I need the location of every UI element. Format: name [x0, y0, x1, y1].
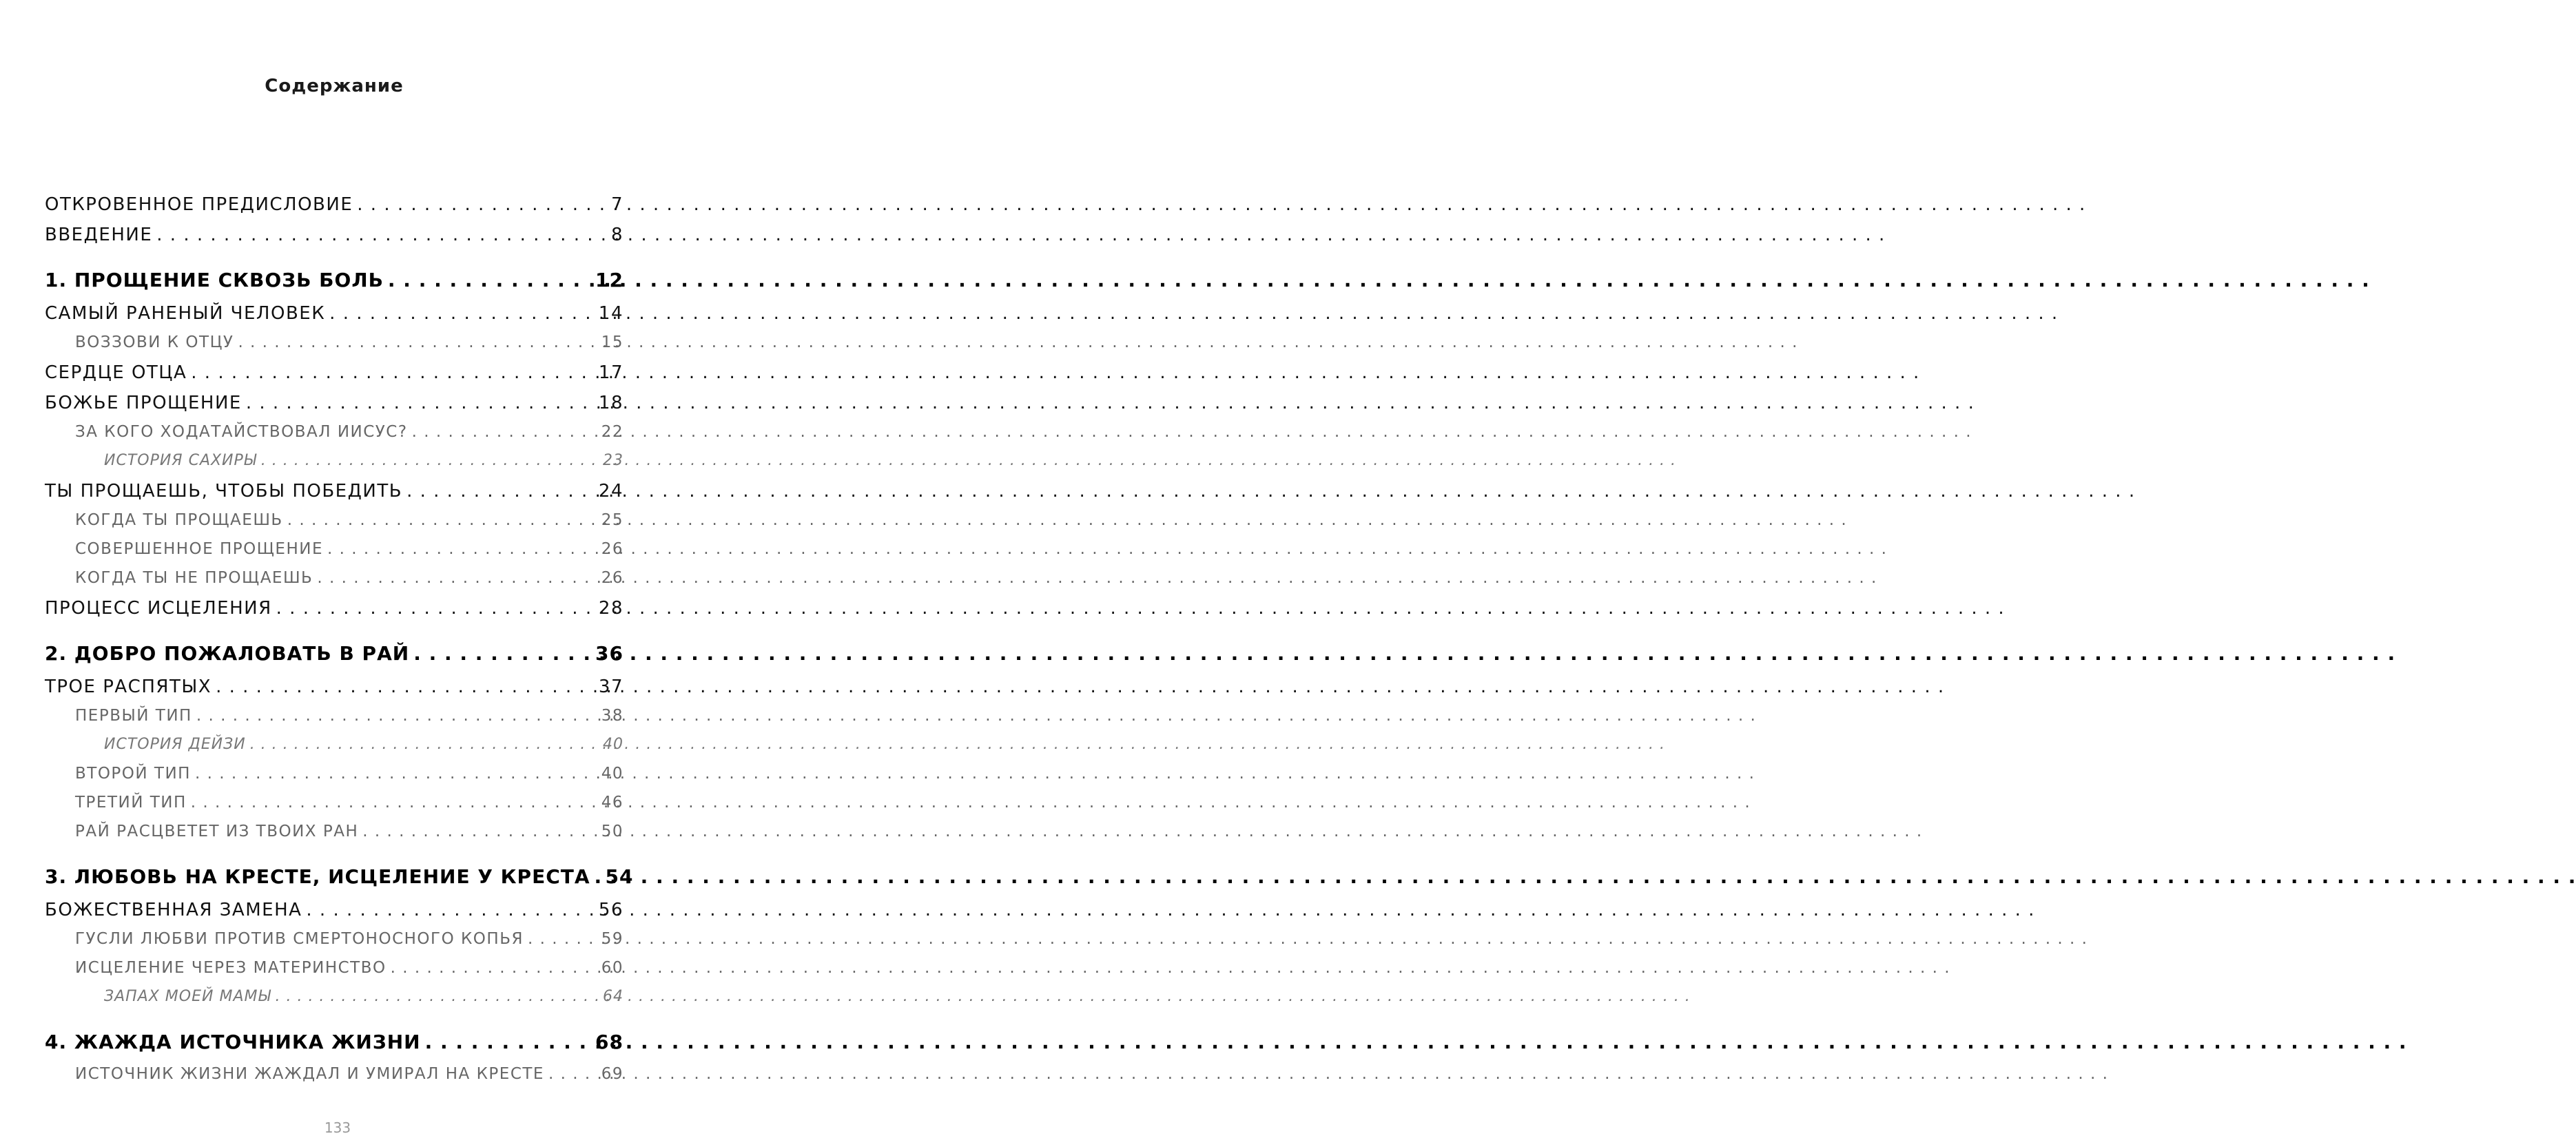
toc-entry-title: БОЖЬЕ ПРОЩЕНИЕ — [45, 393, 242, 413]
dot-leader — [528, 930, 597, 948]
toc-entry-title: ИСТОРИЯ САХИРЫ — [104, 452, 257, 469]
toc-entry-title: ВВЕДЕНИЕ — [45, 225, 153, 245]
toc-entry-sub — [45, 333, 624, 362]
toc-entry-page: 24 — [598, 481, 624, 502]
toc-entry-sub — [45, 823, 624, 851]
toc-entry-title: СЕРДЦЕ ОТЦА — [45, 362, 187, 383]
dot-leader — [329, 303, 595, 324]
toc-entry-title: ОТКРОВЕННОЕ ПРЕДИСЛОВИЕ — [45, 194, 353, 215]
dot-leader — [196, 707, 597, 725]
toc-entry-title: 1. ПРОЩЕНИЕ СКВОЗЬ БОЛЬ — [45, 269, 384, 291]
toc-entry-title: ТЫ ПРОЩАЕШЬ, ЧТОБЫ ПОБЕДИТЬ — [45, 481, 403, 502]
toc-entry-sub — [45, 423, 624, 452]
toc-entry-title: СОВЕРШЕННОЕ ПРОЩЕНИЕ — [75, 540, 323, 558]
toc-entry-title: КОГДА ТЫ НЕ ПРОЩАЕШЬ — [75, 569, 313, 587]
toc-entry-page: 26 — [601, 569, 624, 587]
dot-leader — [327, 540, 597, 558]
toc-entry-title: ПЕРВЫЙ ТИП — [75, 707, 192, 725]
toc-entry-section — [45, 362, 624, 393]
toc-entry-chapter — [45, 865, 634, 900]
dot-leader — [156, 225, 607, 245]
toc-entry-section — [45, 393, 624, 423]
dot-leader — [357, 194, 607, 215]
toc-entry-title: ПРОЦЕСС ИСЦЕЛЕНИЯ — [45, 598, 272, 619]
toc-entry-page: 37 — [598, 677, 624, 697]
toc-entry-sub — [45, 959, 624, 988]
dot-leader — [287, 511, 597, 529]
toc-entry-page: 59 — [601, 930, 624, 948]
toc-entry-title: 4. ЖАЖДА ИСТОЧНИКА ЖИЗНИ — [45, 1031, 421, 1053]
dot-leader — [246, 393, 595, 413]
toc-entry-title: ГУСЛИ ЛЮБВИ ПРОТИВ СМЕРТОНОСНОГО КОПЬЯ — [75, 930, 524, 948]
dot-leader — [276, 598, 595, 619]
dot-leader — [412, 423, 597, 441]
dot-leader — [413, 642, 591, 665]
toc-entry-title: ВОЗЗОВИ К ОТЦУ — [75, 333, 234, 351]
toc-entry-title: 2. ДОБРО ПОЖАЛОВАТЬ В РАЙ — [45, 642, 410, 665]
toc-entry-page: 14 — [598, 303, 624, 324]
toc-entry-page: 8 — [610, 225, 624, 245]
toc-entry-story — [45, 988, 624, 1017]
toc-entry-page: 38 — [601, 707, 624, 725]
dot-leader — [250, 736, 599, 753]
toc-entry-page: 26 — [601, 540, 624, 558]
toc-entry-page: 56 — [598, 900, 624, 920]
toc-entry-sub — [45, 707, 624, 736]
toc-entry-title: ЗАПАХ МОЕЙ МАМЫ — [104, 988, 271, 1005]
toc-entry-page: 18 — [598, 393, 624, 413]
dot-leader — [216, 677, 595, 697]
toc-entry-section — [45, 677, 624, 707]
toc-entry-page: 7 — [610, 194, 624, 215]
toc-entry-page: 25 — [601, 511, 624, 529]
dot-leader — [595, 865, 601, 888]
dot-leader — [391, 959, 597, 977]
toc-entry-page: 50 — [601, 823, 624, 840]
toc-entry-section — [45, 481, 624, 511]
dot-leader — [261, 452, 599, 469]
toc-entry-sub — [45, 511, 624, 540]
toc-entry-page: 60 — [601, 959, 624, 977]
toc-entry-page: 36 — [595, 642, 624, 665]
toc-entry-sub — [45, 930, 624, 959]
toc-entry-page: 40 — [603, 736, 624, 753]
dot-leader — [195, 765, 597, 783]
toc-entry-section — [45, 303, 624, 333]
toc-entry-sub — [45, 569, 624, 598]
toc-entry-page: 64 — [603, 988, 624, 1005]
dot-leader — [306, 900, 595, 920]
toc-entry-title: ВТОРОЙ ТИП — [75, 765, 191, 783]
dot-leader — [406, 481, 595, 502]
toc-entry-chapter — [45, 269, 624, 303]
page-title: Содержание — [265, 76, 404, 96]
toc-entry-page: 40 — [601, 765, 624, 783]
toc-entry-sub — [45, 1065, 624, 1094]
toc-entry-page: 46 — [601, 794, 624, 812]
table-of-contents — [45, 194, 634, 1094]
toc-entry-section — [45, 194, 624, 225]
toc-entry-title: ТРОЕ РАСПЯТЫХ — [45, 677, 212, 697]
toc-entry-page: 69 — [601, 1065, 624, 1083]
toc-entry-title: САМЫЙ РАНЕНЫЙ ЧЕЛОВЕК — [45, 303, 326, 324]
toc-entry-sub — [45, 765, 624, 794]
toc-entry-page: 12 — [595, 269, 624, 291]
toc-entry-sub — [45, 540, 624, 569]
toc-entry-section — [45, 900, 624, 930]
dot-leader — [238, 333, 597, 351]
dot-leader — [362, 823, 597, 840]
dot-leader — [425, 1031, 591, 1053]
toc-entry-title: ТРЕТИЙ ТИП — [75, 794, 187, 812]
dot-leader — [191, 362, 595, 383]
toc-entry-title: ИСЦЕЛЕНИЕ ЧЕРЕЗ МАТЕРИНСТВО — [75, 959, 387, 977]
toc-entry-page: 22 — [601, 423, 624, 441]
toc-entry-title: ИСТОЧНИК ЖИЗНИ ЖАЖДАЛ И УМИРАЛ НА КРЕСТЕ — [75, 1065, 544, 1083]
page-number: 133 — [324, 1119, 351, 1136]
toc-entry-page: 28 — [598, 598, 624, 619]
toc-entry-story — [45, 452, 624, 481]
toc-entry-title: КОГДА ТЫ ПРОЩАЕШЬ — [75, 511, 283, 529]
toc-entry-page: 17 — [598, 362, 624, 383]
toc-entry-page: 68 — [595, 1031, 624, 1053]
toc-entry-page: 23 — [603, 452, 624, 469]
toc-entry-title: 3. ЛЮБОВЬ НА КРЕСТЕ, ИСЦЕЛЕНИЕ У КРЕСТА — [45, 865, 590, 888]
dot-leader — [388, 269, 591, 291]
toc-entry-page: 54 — [605, 865, 634, 888]
toc-entry-story — [45, 736, 624, 765]
dot-leader — [317, 569, 597, 587]
toc-entry-section — [45, 598, 624, 628]
dot-leader — [275, 988, 599, 1005]
toc-entry-chapter — [45, 1031, 624, 1065]
toc-entry-sub — [45, 794, 624, 823]
dot-leader — [191, 794, 597, 812]
toc-entry-title: БОЖЕСТВЕННАЯ ЗАМЕНА — [45, 900, 302, 920]
toc-entry-title: ИСТОРИЯ ДЕЙЗИ — [104, 736, 246, 753]
dot-leader — [548, 1065, 597, 1083]
toc-entry-section — [45, 225, 624, 255]
toc-entry-title: РАЙ РАСЦВЕТЕТ ИЗ ТВОИХ РАН — [75, 823, 359, 840]
toc-entry-page: 15 — [601, 333, 624, 351]
toc-entry-title: ЗА КОГО ХОДАТАЙСТВОВАЛ ИИСУС? — [75, 423, 408, 441]
toc-entry-chapter — [45, 642, 624, 677]
